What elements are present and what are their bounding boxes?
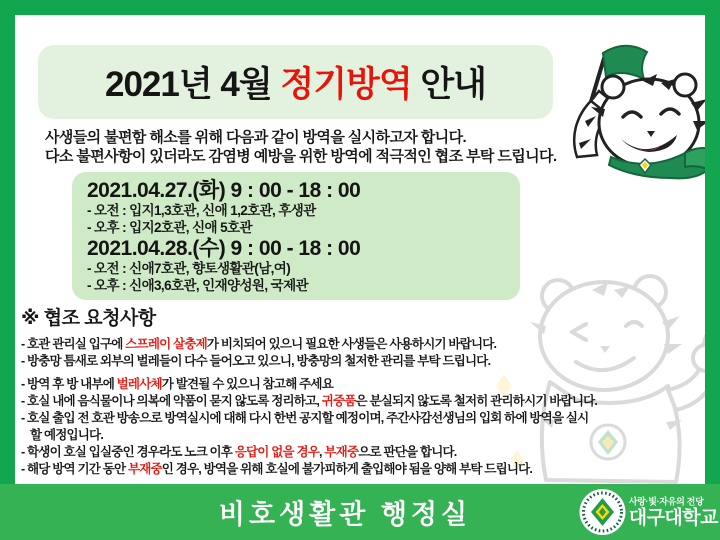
footer-band: [0, 484, 720, 540]
note-text: - 호실 내에 음식물이나 의복에 약품이 묻지 않도록 정리하고,: [21, 394, 322, 408]
page-title: [105, 57, 486, 107]
footer-office-name: 비호생활관 행정실: [218, 499, 472, 530]
note-text: - 호관 관리실 입구에: [21, 337, 126, 351]
note-text: - 호실 출입 전 호관 방송으로 방역실시에 대해 다시 한번 공지할 예정이며, 주간사감선생님의 입회 하에 방역을 실시: [21, 411, 589, 425]
note-text: ,: [319, 445, 325, 459]
note-item-continuation: [21, 427, 705, 444]
intro-line-1: 사생들의 불편함 해소를 위해 다음과 같이 방역을 실시하고자 합니다.: [45, 129, 467, 146]
university-slogan: 사랑·빛·자유의 전당: [628, 496, 704, 506]
note-text: - 학생이 호실 입실중인 경우라도 노크 이후: [21, 445, 235, 459]
note-highlight: 귀중품: [321, 394, 356, 408]
schedule-date: 2021.04.28.(수) 9 : 00 - 18 : 00: [87, 237, 361, 260]
note-text: 으로 판단을 합니다.: [358, 445, 457, 459]
university-logo: [579, 489, 718, 536]
note-text: - 해당 방역 기간 동안: [21, 462, 128, 476]
schedule-item: - 오전 : 입지1,3호관, 신애 1,2호관, 후생관: [87, 203, 316, 218]
note-text: 인 경우, 방역을 위해 호실에 불가피하게 출입해야 됨을 양해 부탁 드립니다.: [161, 462, 533, 476]
note-item: [21, 410, 705, 427]
schedule-day: [87, 178, 520, 236]
content-area: [15, 15, 705, 485]
note-highlight: 부재중: [324, 445, 359, 459]
flag-icon: [603, 46, 647, 79]
university-logo-text: [629, 495, 718, 529]
schedule-date: 2021.04.27.(화) 9 : 00 - 18 : 00: [87, 179, 361, 202]
notes-section: [21, 303, 705, 478]
university-emblem-icon: [579, 489, 626, 536]
note-item: [21, 376, 705, 393]
note-item: [21, 444, 705, 461]
schedule-box: [72, 172, 520, 300]
note-highlight: 스프레이 살충제: [125, 337, 207, 351]
note-text: - 방역 후 방 내부에: [21, 377, 117, 391]
note-text: 가 발견될 수 있으니 참고해 주세요: [161, 377, 333, 391]
title-box: [38, 45, 553, 119]
schedule-day: [87, 236, 520, 294]
note-item: [21, 353, 705, 370]
tiger-mascot-icon: [551, 37, 705, 189]
title-highlight: 정기방역: [280, 65, 412, 104]
note-text: 할 예정입니다.: [30, 428, 103, 442]
title-prefix: 2021년 4월: [104, 65, 281, 104]
notes-heading: ※ 협조 요청사항: [21, 308, 156, 329]
title-suffix: 안내: [411, 65, 486, 104]
note-text: 은 분실되지 않도록 철저히 관리하시기 바랍니다.: [355, 394, 598, 408]
note-text: - 방충망 틈새로 외부의 벌레들이 다수 들어오고 있으니, 방충망의 철저한 관리를 부탁 드립니다.: [21, 354, 491, 368]
intro-line-2: 다소 불편사항이 있더라도 감염병 예방을 위한 방역에 적극적인 협조 부탁 드립니다.: [45, 148, 557, 165]
schedule-item: - 오후 : 입지2호관, 신애 5호관: [87, 219, 252, 235]
note-highlight: 부재중: [127, 462, 162, 476]
schedule-item: - 오전 : 신애7호관, 향토생활관(남,여): [87, 261, 291, 276]
university-name: 대구대학교: [628, 507, 718, 528]
note-highlight: 벌레사체: [116, 377, 162, 391]
note-item: [21, 336, 705, 353]
notes-list: [21, 336, 705, 478]
note-highlight: 응답이 없을 경우: [234, 445, 320, 459]
note-item: [21, 393, 705, 410]
note-item: [21, 461, 705, 478]
schedule-item: - 오후 : 신애3,6호관, 인재양성원, 국제관: [87, 277, 308, 293]
note-text: 가 비치되어 있으니 필요한 사생들은 사용하시기 바랍니다.: [206, 337, 497, 351]
